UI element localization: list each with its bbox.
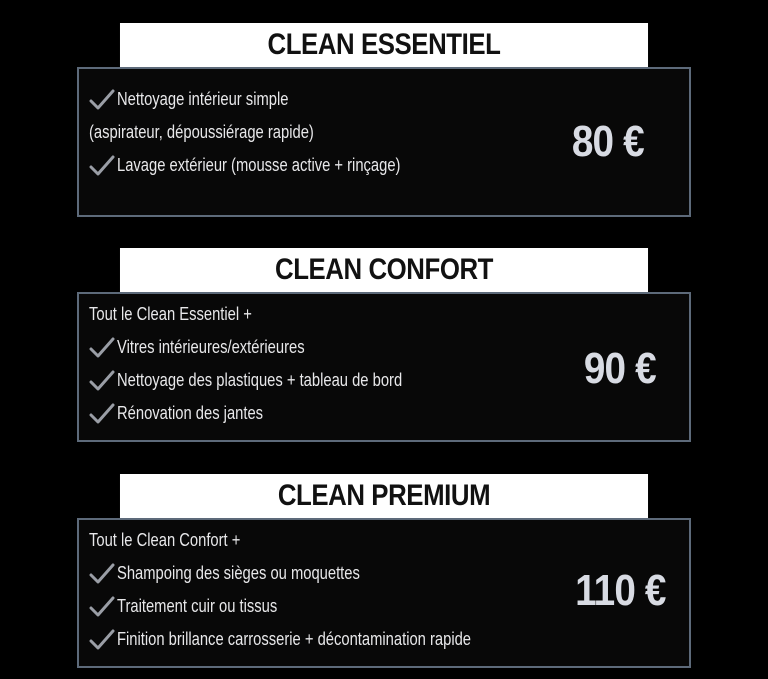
checkmark-icon [89, 155, 115, 177]
plan-price: 80 € [571, 117, 644, 166]
plan-intro [89, 524, 549, 557]
checkmark-icon [89, 563, 115, 585]
checkmark-icon [89, 89, 115, 111]
feature-item [89, 364, 465, 397]
checkmark-icon [89, 370, 115, 392]
plan-card-essentiel [77, 23, 691, 217]
plan-title: CLEAN CONFORT [120, 248, 648, 292]
feature-item [89, 83, 463, 116]
feature-text: Nettoyage intérieur simple [117, 89, 289, 109]
feature-text: Lavage extérieur (mousse active + rinçage) [117, 155, 401, 175]
plan-body [77, 67, 691, 217]
checkmark-icon [89, 403, 115, 425]
feature-text: Finition brillance carrosserie + décontamination rapide [117, 629, 472, 649]
plan-card-confort [77, 248, 691, 442]
feature-list [89, 83, 463, 182]
checkmark-icon [89, 596, 115, 618]
plan-title: CLEAN PREMIUM [120, 474, 648, 518]
feature-text: (aspirateur, dépoussiérage rapide) [89, 122, 314, 142]
plan-price: 110 € [575, 566, 666, 615]
plan-intro-text: Tout le Clean Confort + [89, 530, 241, 550]
feature-text: Nettoyage des plastiques + tableau de bord [117, 370, 403, 390]
plan-card-premium [77, 474, 691, 668]
plan-body [77, 292, 691, 442]
feature-text: Rénovation des jantes [117, 403, 264, 423]
feature-text: Shampoing des sièges ou moquettes [117, 563, 360, 583]
plan-intro-text: Tout le Clean Essentiel + [89, 304, 252, 324]
checkmark-icon [89, 337, 115, 359]
plan-intro [89, 298, 465, 331]
plan-title: CLEAN ESSENTIEL [120, 23, 648, 67]
feature-item [89, 623, 549, 656]
plan-body [77, 518, 691, 668]
plan-price: 90 € [583, 344, 656, 393]
feature-list [89, 298, 465, 430]
feature-text: Traitement cuir ou tissus [117, 596, 278, 616]
feature-item [89, 397, 465, 430]
feature-item [89, 149, 463, 182]
feature-text: Vitres intérieures/extérieures [117, 337, 305, 357]
checkmark-icon [89, 629, 115, 651]
feature-item [89, 557, 549, 590]
feature-list [89, 524, 549, 656]
feature-item [89, 116, 463, 149]
feature-item [89, 331, 465, 364]
feature-item [89, 590, 549, 623]
